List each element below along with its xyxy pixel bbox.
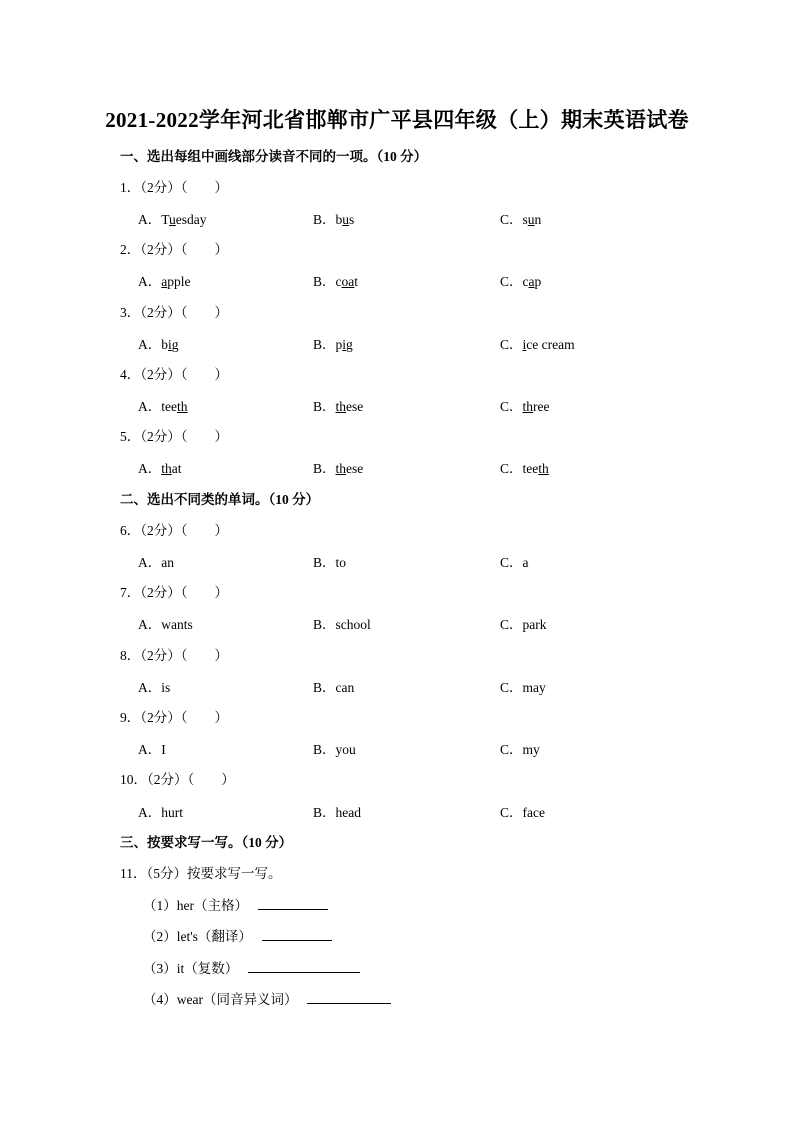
option-c: C．sun <box>500 212 542 227</box>
option-b: B．to <box>313 555 347 570</box>
option-c: C．a <box>500 555 529 570</box>
options-row-7 <box>0 613 794 633</box>
option-b: B．can <box>313 680 355 695</box>
sub-item-2: （2）let's（翻译） <box>143 925 332 945</box>
option-b: B．these <box>313 399 364 414</box>
question-stem-8: 8．（2分）（ ） <box>120 648 228 663</box>
option-c: C．face <box>500 805 545 820</box>
option-a: A．I <box>138 742 166 757</box>
sub-item-3: （3）it（复数） <box>143 957 360 977</box>
option-a: A．Tuesday <box>138 212 207 227</box>
question-stem-3: 3．（2分）（ ） <box>120 305 228 320</box>
question-stem-11: 11．（5分）按要求写一写。 <box>120 866 282 881</box>
options-row-6 <box>0 551 794 571</box>
question-stem-7: 7．（2分）（ ） <box>120 585 228 600</box>
section-heading-2: 二、选出不同类的单词。（10 分） <box>120 492 320 507</box>
option-b: B．school <box>313 617 371 632</box>
answer-blank-4[interactable] <box>307 989 391 1004</box>
option-b: B．head <box>313 805 361 820</box>
option-c: C．cap <box>500 274 542 289</box>
question-stem-6: 6．（2分）（ ） <box>120 523 228 538</box>
option-c: C．park <box>500 617 547 632</box>
question-stem-4: 4．（2分）（ ） <box>120 367 228 382</box>
sub-item-1: （1）her（主格） <box>143 894 328 914</box>
question-stem-10: 10．（2分）（ ） <box>120 772 235 787</box>
sub-item-4: （4）wear（同音异义词） <box>143 988 391 1008</box>
option-b: B．these <box>313 461 364 476</box>
option-b: B．coat <box>313 274 359 289</box>
answer-blank-3[interactable] <box>248 958 360 973</box>
option-a: A．an <box>138 555 174 570</box>
option-c: C．my <box>500 742 540 757</box>
option-a: A．teeth <box>138 399 188 414</box>
option-a: A．that <box>138 461 182 476</box>
section-heading-1: 一、选出每组中画线部分读音不同的一项。（10 分） <box>120 149 428 164</box>
question-stem-1: 1．（2分）（ ） <box>120 180 228 195</box>
option-b: B．you <box>313 742 356 757</box>
option-a: A．apple <box>138 274 191 289</box>
option-c: C．three <box>500 399 550 414</box>
answer-blank-2[interactable] <box>262 926 332 941</box>
option-a: A．big <box>138 337 179 352</box>
question-stem-9: 9．（2分）（ ） <box>120 710 228 725</box>
options-row-10 <box>0 801 794 821</box>
option-a: A．wants <box>138 617 193 632</box>
options-row-9 <box>0 738 794 758</box>
options-row-3 <box>0 333 794 353</box>
options-row-1 <box>0 208 794 228</box>
option-b: B．pig <box>313 337 353 352</box>
question-stem-5: 5．（2分）（ ） <box>120 429 228 444</box>
options-row-2 <box>0 270 794 290</box>
answer-blank-1[interactable] <box>258 895 328 910</box>
page-title: 2021-2022学年河北省邯郸市广平县四年级（上）期末英语试卷 <box>105 108 689 132</box>
option-c: C．ice cream <box>500 337 575 352</box>
options-row-8 <box>0 676 794 696</box>
option-a: A．is <box>138 680 171 695</box>
options-row-5 <box>0 457 794 477</box>
question-stem-2: 2．（2分）（ ） <box>120 242 228 257</box>
section-heading-3: 三、按要求写一写。（10 分） <box>120 835 293 850</box>
option-c: C．teeth <box>500 461 549 476</box>
option-a: A．hurt <box>138 805 183 820</box>
option-b: B．bus <box>313 212 355 227</box>
options-row-4 <box>0 395 794 415</box>
option-c: C．may <box>500 680 546 695</box>
